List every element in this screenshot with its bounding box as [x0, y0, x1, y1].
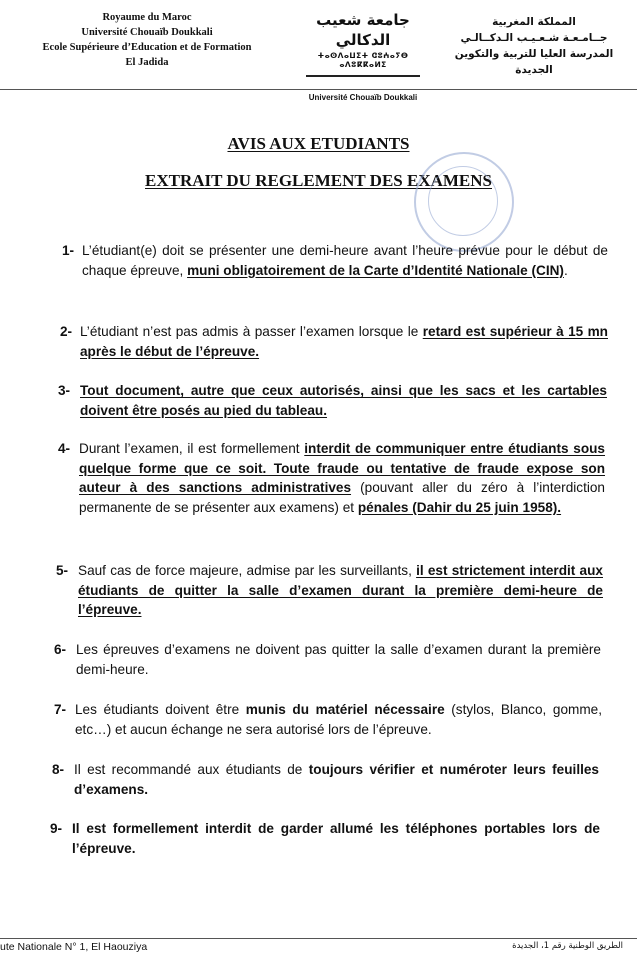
rule-number: 5-: [56, 563, 69, 578]
header-french-block: [22, 10, 272, 70]
rule-text: [79, 439, 605, 517]
rule-text-emphasis: Tout document, autre que ceux autorisés, ainsi que les sacs et les cartables doivent être posés au pied du tableau.: [80, 383, 607, 418]
header-line-university: Université Chouaïb Doukkali: [81, 27, 213, 38]
header-line-city: El Jadida: [125, 57, 169, 68]
rule-text-plain: (pouvant aller du zéro à l’interdiction permanente de se présenter aux examens) et: [79, 480, 605, 515]
rule-text-plain: (stylos, Blanco, gomme, etc…) et aucun échange ne sera autorisé lors de l’épreuve.: [75, 702, 602, 737]
rule-text-plain: Sauf cas de force majeure, admise par les surveillants,: [78, 563, 417, 578]
rule-number: 3-: [58, 383, 71, 398]
rule-text-bold: Il est formellement interdit de garder allumé les téléphones portables lors de l’épreuve.: [72, 821, 600, 856]
logo-rule: [306, 75, 420, 77]
university-stamp-inner-ring: [428, 166, 498, 236]
header-ar-line-university: جــامـعـة شـعـيـب الـدكــالـي: [460, 32, 608, 44]
rule-text-plain: Les étudiants doivent être: [75, 702, 246, 717]
footer-address-arabic: الطريق الوطنية رقم 1، الجديدة: [512, 941, 623, 951]
rule-text: [75, 700, 602, 739]
header-divider: [0, 89, 637, 90]
logo-french-text: Université Chouaïb Doukkali: [308, 93, 418, 102]
header-arabic-block: [445, 14, 623, 78]
header-ar-line-kingdom: المملكة المغربية: [492, 16, 576, 28]
rule-text: [72, 819, 600, 858]
logo-arabic-text: جامعة شعيب الدكالي: [316, 11, 410, 49]
rule-text-emphasis: retard est supérieur à 15 mn après le début de l’épreuve.: [80, 324, 608, 359]
rule-number: 6-: [54, 642, 67, 657]
rule-text-plain: Durant l’examen, il est formellement: [79, 441, 305, 456]
university-stamp: [414, 152, 514, 252]
rule-text-plain: Les épreuves d’examens ne doivent pas quitter la salle d’examen durant la première demi-heure.: [76, 642, 601, 677]
rule-text-emphasis: muni obligatoirement de la Carte d’Identité Nationale (CIN): [187, 262, 564, 278]
footer-divider: [0, 938, 637, 939]
logo-tifinagh-text: ⵜⴰⵙⴷⴰⵡⵉⵜ ⵛⵓⵄⴰⵢⴱ ⴰⴷⵓⴽⴽⴰⵍⵉ: [317, 51, 409, 69]
rule-text-plain: L’étudiant(e) doit se présenter une demi-heure avant l’heure prévue pour le début de chaque épreuve,: [82, 243, 608, 278]
rule-number: 4-: [58, 441, 71, 456]
header-ar-line-school: المدرسة العليا للتربية والتكوين: [454, 48, 614, 60]
footer-address-french: ute Nationale N° 1, El Haouziya: [0, 941, 148, 953]
rule-text: [78, 561, 603, 620]
rule-number: 2-: [60, 324, 73, 339]
rule-text: [80, 381, 607, 420]
rule-text-bold: toujours vérifier et numéroter leurs feuilles d’examens.: [74, 762, 599, 797]
rule-text: [82, 241, 608, 280]
rule-text-bold: munis du matériel nécessaire: [245, 702, 445, 717]
rule-number: 7-: [54, 702, 67, 717]
rule-number: 8-: [52, 762, 65, 777]
page-subtitle: EXTRAIT DU REGLEMENT DES EXAMENS: [145, 171, 492, 190]
rule-number: 9-: [50, 821, 63, 836]
rule-text: [80, 322, 608, 361]
rule-text-plain: L’étudiant n’est pas admis à passer l’examen lorsque le: [80, 324, 423, 339]
rule-text-plain: .: [563, 262, 568, 278]
rule-text-plain: Il est recommandé aux étudiants de: [74, 762, 309, 777]
rule-text: [76, 640, 601, 679]
header-ar-line-city: الجديدة: [515, 64, 553, 76]
rule-text-emphasis: il est strictement interdit aux étudiants de quitter la salle d’examen durant la première demi-heure de l’épreuve.: [78, 563, 603, 617]
rule-number: 1-: [62, 243, 75, 258]
header-line-kingdom: Royaume du Maroc: [102, 12, 192, 23]
page-title: AVIS AUX ETUDIANTS: [227, 134, 410, 153]
header-line-school: Ecole Supérieure d’Education et de Formation: [42, 42, 252, 53]
rule-text-emphasis: interdit de communiquer entre étudiants sous quelque forme que ce soit. Toute fraude ou tentative de fraude expose son auteur à des sanctions administratives: [79, 441, 605, 495]
rule-text: [74, 760, 599, 799]
rule-text-emphasis: pénales (Dahir du 25 juin 1958).: [357, 499, 562, 515]
